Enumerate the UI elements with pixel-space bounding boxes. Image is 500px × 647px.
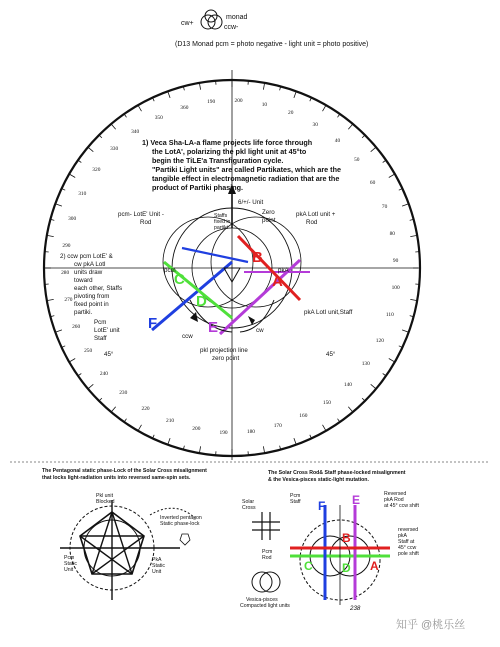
degree-label: 220 — [141, 406, 150, 413]
vesica-label-2: Compacted light units — [240, 603, 290, 609]
degree-label: 200 — [234, 98, 243, 105]
wheel-tick — [88, 147, 93, 152]
wheel-tick — [47, 299, 54, 300]
pka-static-2: Static — [152, 563, 165, 569]
wheel-tick — [88, 384, 93, 389]
pcm-static-1: Pcm — [64, 555, 75, 561]
br-letter-c: C — [304, 559, 313, 573]
pcm-lote-rod-label-2: Rod — [140, 219, 152, 226]
pcm-rod-br-1: Pcm — [262, 549, 273, 555]
pka-loti-rod-label-2: Rod — [306, 219, 318, 226]
degree-label: 230 — [119, 390, 128, 397]
wheel-tick — [410, 299, 417, 300]
degree-label: 210 — [166, 418, 175, 425]
degree-label: 330 — [110, 146, 119, 153]
br-letter-e: E — [352, 493, 361, 507]
degree-label: 110 — [385, 312, 394, 318]
pka-label: pkA — [278, 267, 289, 274]
page-number: 238 — [350, 605, 361, 612]
zero-point-top-1: Zero — [262, 209, 275, 216]
pcm-staff-label-1: Pcm — [94, 319, 107, 326]
pkl-blocked-1: Pkl unit — [96, 493, 114, 499]
wheel-tick — [111, 407, 116, 412]
wheel-tick — [111, 124, 116, 129]
br-letter-d: D — [342, 561, 351, 575]
letter-b: B — [252, 249, 263, 266]
ccw-minus-label: ccw- — [224, 24, 239, 31]
wheel-tick — [99, 398, 102, 401]
pka-static-3: Unit — [152, 569, 162, 575]
reversed-staff-3: Staff at — [398, 539, 415, 545]
bl-title-1: The Pentagonal static phase-Lock of the Solar Cross misalignment — [42, 468, 207, 474]
monad-label: monad — [226, 14, 248, 21]
watermark: 知乎 @桃乐丝 — [396, 619, 466, 631]
pkl-blocked-2: Blocked — [96, 499, 115, 505]
degree-label: 10 — [261, 101, 268, 108]
reversed-staff-5: pole shift — [398, 551, 419, 557]
inverted-pentagon-2: Static phase-lock — [160, 521, 200, 527]
degree-label: 70 — [381, 204, 388, 211]
degree-label: 180 — [246, 428, 255, 435]
wheel-tick — [199, 446, 200, 453]
pka-static-1: PkA — [152, 557, 162, 563]
wheel-tick — [371, 384, 376, 389]
reversed-staff-1: reversed — [398, 527, 419, 533]
vesica-pisces-icon — [252, 572, 280, 592]
degree-label: 60 — [369, 179, 376, 186]
degree-label: 80 — [389, 230, 395, 237]
degree-label: 200 — [192, 426, 201, 433]
letter-c: C — [174, 271, 185, 288]
header-caption: (D13 Monad pcm = photo negative - light unit = photo positive) — [175, 41, 369, 48]
br-title-2: & the Vesica-pisces static-light mutation. — [268, 477, 369, 483]
br-letter-b: B — [342, 531, 351, 545]
br-title-1: The Solar Cross Rod& Staff phase-locked misalignment — [268, 470, 406, 476]
degree-label: 360 — [180, 104, 189, 111]
letter-e: E — [208, 319, 219, 336]
degree-label: 190 — [207, 99, 216, 106]
reversed-rod-2: pkA Rod — [384, 497, 404, 503]
degree-label: 280 — [61, 270, 70, 277]
degree-label: 290 — [62, 242, 71, 249]
wheel-tick — [55, 330, 62, 332]
letter-d: D — [196, 293, 207, 310]
degree-label: 250 — [84, 348, 93, 355]
letter-a: A — [272, 273, 283, 290]
cw-plus-label: cw+ — [181, 20, 194, 27]
degree-label: 140 — [343, 381, 352, 388]
wheel-tick — [323, 425, 327, 431]
wheel-tick — [168, 91, 170, 98]
staffs-label-1: Staffs — [214, 213, 228, 219]
vesica-left — [163, 217, 253, 307]
wheel-tick — [69, 359, 75, 363]
wheel-tick — [402, 330, 409, 332]
wheel-tick — [138, 105, 142, 111]
wheel-tick — [389, 174, 395, 178]
wheel-tick — [371, 147, 376, 152]
pcm-static-2: Static — [64, 561, 77, 567]
wheel-tick — [402, 204, 409, 206]
degree-label: 40 — [334, 137, 341, 144]
projection-zero-label: zero point — [212, 355, 240, 362]
inverted-pentagon-icon — [180, 534, 190, 545]
degree-label: 320 — [92, 167, 101, 173]
solar-cross-icon — [252, 512, 280, 540]
solar-cross-1: Solar — [242, 499, 255, 505]
br-letter-f: F — [318, 499, 326, 513]
wheel-tick — [362, 398, 365, 401]
pka-staff-label: pkA LotI unit,Staff — [304, 309, 353, 316]
vesica-label-1: Vesica-pisces — [246, 597, 278, 603]
wheel-tick — [323, 105, 327, 111]
degree-label: 20 — [288, 109, 294, 116]
pcm-staff-label-3: Staff — [94, 335, 107, 342]
cw-label: cw — [256, 327, 264, 334]
wheel-tick — [99, 135, 102, 138]
pcm-lote-rod-label-1: pcm- LotE' Unit - — [118, 211, 164, 218]
staffs-label-2: fixed in — [214, 219, 231, 225]
degree-label: 170 — [273, 423, 282, 430]
degree-label: 190 — [219, 429, 228, 436]
plus-unit-label: 6/+/- Unit — [238, 199, 264, 206]
solar-cross-2: Cross — [242, 505, 256, 511]
pcm-staff-label-2: LotE' unit — [94, 327, 120, 334]
wheel-tick — [138, 425, 142, 431]
wheel-tick — [168, 438, 170, 445]
degree-label: 160 — [299, 413, 308, 420]
ccw-label: ccw — [182, 333, 193, 340]
wheel-tick — [348, 124, 353, 129]
reversed-staff-2: pkA — [398, 533, 407, 539]
wheel-tick — [47, 235, 54, 236]
monad-symbol — [201, 10, 222, 29]
wheel-tick — [55, 204, 62, 206]
wheel-tick — [263, 83, 264, 90]
pcm-label: pcm — [164, 267, 176, 274]
reversed-rod-1: Reversed — [384, 491, 407, 497]
zero-point-top-2: point — [262, 217, 276, 224]
pka-loti-rod-label-1: pkA LotI unit + — [296, 211, 336, 218]
projection-line-label: pkl projection line — [200, 347, 248, 354]
wheel-tick — [410, 235, 417, 236]
degree-label: 50 — [354, 157, 360, 164]
pcm-staff-br-1: Pcm — [290, 493, 301, 499]
degree-label: 120 — [375, 337, 384, 344]
wheel-tick — [389, 359, 395, 363]
wheel-tick — [263, 446, 264, 453]
letter-f: F — [148, 315, 158, 332]
pcm-rod-br-2: Rod — [262, 555, 272, 561]
degree-label: 30 — [312, 121, 318, 128]
pcm-static-3: Unit — [64, 567, 74, 573]
rod-staff-diagram — [290, 505, 390, 605]
br-letter-a: A — [370, 559, 379, 573]
degree-label: 260 — [72, 323, 81, 330]
degree-label: 340 — [131, 128, 140, 135]
degree-label: 150 — [322, 399, 331, 406]
wheel-tick — [294, 91, 296, 98]
degree-label: 270 — [64, 297, 73, 304]
pcm-staff-br-2: Staff — [290, 499, 301, 505]
wheel-tick — [362, 135, 365, 138]
degree-label: 100 — [391, 285, 400, 292]
inverted-pentagon-1: Inverted pentagon — [160, 515, 202, 521]
degree-label: 350 — [154, 114, 163, 121]
deg45-right: 45° — [326, 351, 336, 358]
bl-title-2: that locks light-radiation units into reversed same-spin sets. — [42, 475, 191, 481]
wheel-tick — [69, 174, 75, 178]
reversed-staff-4: 45° ccw — [398, 545, 417, 551]
reversed-rod-3: at 45° ccw shift — [384, 503, 419, 509]
degree-label: 310 — [78, 190, 87, 197]
wheel-tick — [294, 438, 296, 445]
staffs-label-3: partiki — [214, 225, 228, 231]
degree-label: 90 — [392, 257, 399, 264]
wheel-tick — [348, 407, 353, 412]
deg45-left: 45° — [104, 351, 114, 358]
degree-label: 240 — [99, 370, 108, 377]
blue-rod — [182, 248, 248, 262]
degree-label: 300 — [68, 216, 77, 222]
degree-label: 130 — [361, 361, 370, 367]
ccw-arrowhead — [190, 312, 198, 322]
wheel-tick — [199, 83, 200, 90]
